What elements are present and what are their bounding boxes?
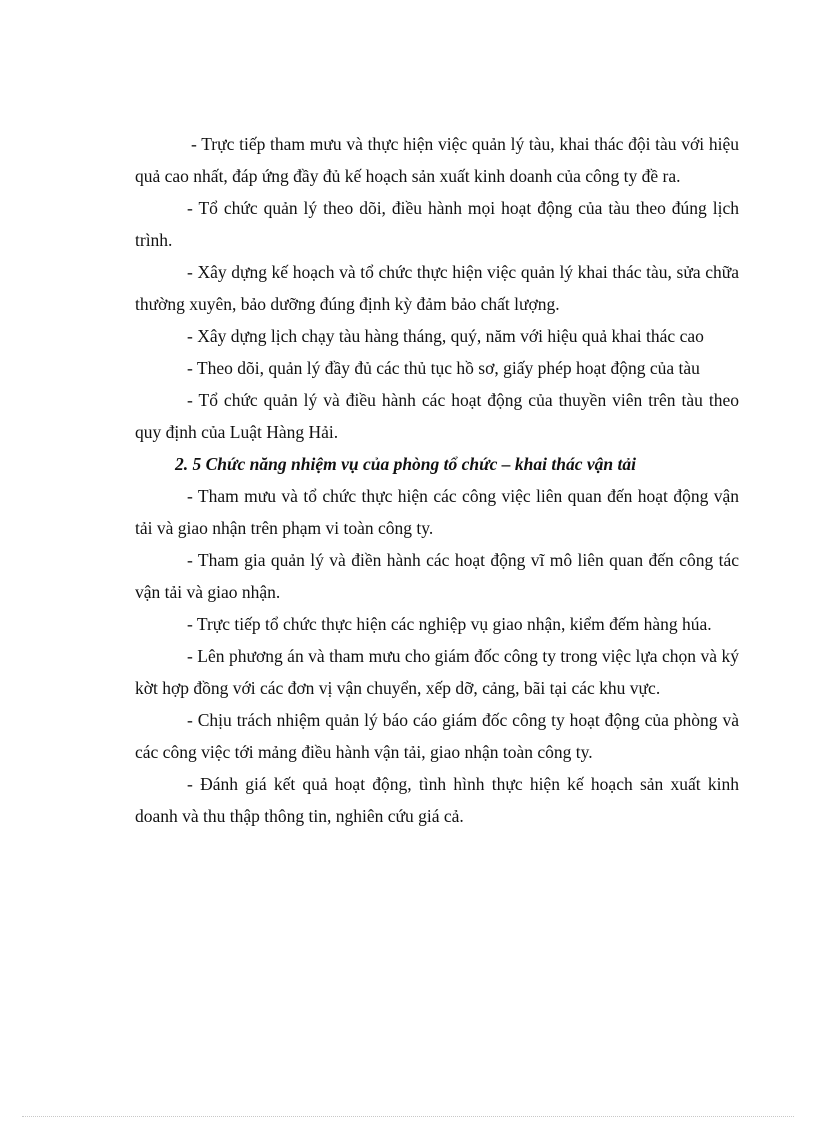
paragraph-macro-management: - Tham gia quản lý và điền hành các hoạt động vĩ mô liên quan đến công tác vận tải và giao nhận. [135, 550, 739, 602]
paragraph-maintenance-plan: - Xây dựng kế hoạch và tổ chức thực hiện việc quản lý khai thác tàu, sửa chữa thường xuyên, bảo dưỡng đúng định kỳ đảm bảo chất lượng. [135, 262, 739, 314]
paragraph-sailing-schedule: - Xây dựng lịch chạy tàu hàng tháng, quý, năm với hiệu quả khai thác cao [187, 326, 704, 346]
paragraph-contract-selection: - Lên phương án và tham mưu cho giám đốc công ty trong việc lựa chọn và ký kờt hợp đồng với các đơn vị vận chuyển, xếp dỡ, cảng, bãi tại các khu vực. [135, 646, 739, 698]
paragraph-transport-advisory: - Tham mưu và tổ chức thực hiện các công việc liên quan đến hoạt động vận tải và giao nhận trên phạm vi toàn công ty. [135, 486, 739, 538]
document-body [135, 128, 739, 832]
paragraph-crew-management: - Tổ chức quản lý và điều hành các hoạt động của thuyền viên trên tàu theo quy định của Luật Hàng Hải. [135, 390, 739, 442]
paragraph-reporting: - Chịu trách nhiệm quản lý báo cáo giám đốc công ty hoạt động của phòng và các công việc tới mảng điều hành vận tải, giao nhận toàn công ty. [135, 710, 739, 762]
paragraph-delivery-operations: - Trực tiếp tổ chức thực hiện các nghiệp vụ giao nhận, kiểm đếm hàng húa. [187, 614, 712, 634]
paragraph-evaluation: - Đánh giá kết quả hoạt động, tình hình thực hiện kế hoạch sản xuất kinh doanh và thu thập thông tin, nghiên cứu giá cả. [135, 774, 739, 826]
paragraph-permits: - Theo dõi, quản lý đầy đủ các thủ tục hồ sơ, giấy phép hoạt động của tàu [187, 358, 700, 378]
paragraph-ship-management: - Trực tiếp tham mưu và thực hiện việc quản lý tàu, khai thác đội tàu với hiệu quả cao nhất, đáp ứng đầy đủ kế hoạch sản xuất kinh doanh của công ty đề ra. [135, 134, 739, 186]
page-bottom-border [22, 1116, 794, 1117]
section-heading: 2. 5 Chức năng nhiệm vụ của phòng tổ chức – khai thác vận tải [175, 454, 636, 474]
paragraph-schedule-tracking: - Tổ chức quản lý theo dõi, điều hành mọi hoạt động của tàu theo đúng lịch trình. [135, 198, 739, 250]
